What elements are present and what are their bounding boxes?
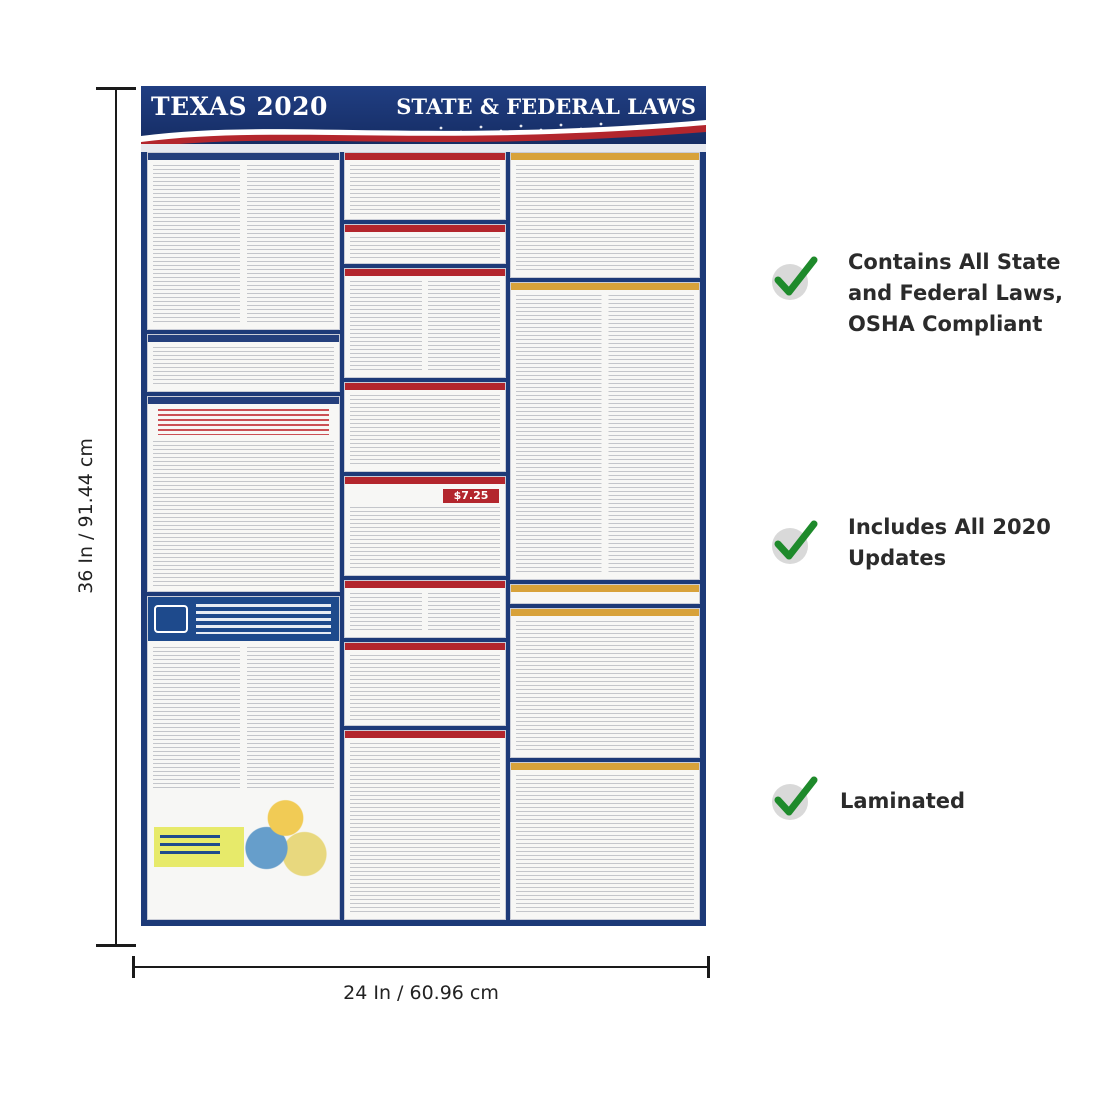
checkmark-icon: [768, 516, 820, 568]
notice-header-bar: [511, 763, 699, 770]
notice-header-bar: [148, 153, 339, 160]
notice-header-bar: [345, 383, 505, 390]
height-label: 36 In / 91.44 cm: [75, 438, 97, 594]
notice-workers-comp-6: [344, 730, 506, 920]
notice-text: [153, 165, 334, 325]
notice-text: [350, 655, 500, 721]
height-ruler-cap-bottom: [96, 944, 136, 947]
notice-header-bar: [345, 269, 505, 276]
notice-header-bar: [345, 731, 505, 738]
poster-column-1: [147, 152, 340, 920]
notice-text: [350, 237, 500, 259]
notice-polygraph: [147, 334, 340, 392]
notice-text: [350, 281, 500, 373]
checkmark-icon: [768, 772, 820, 824]
notice-header-bar: [345, 581, 505, 588]
notice-equal-employment: [147, 152, 340, 330]
notice-whistleblower: [344, 382, 506, 472]
notice-workers-comp-texas-es: [510, 762, 700, 920]
notice-text: [153, 441, 334, 587]
notice-text: [516, 165, 694, 273]
notice-red-heading: [158, 409, 329, 435]
feature-line: Laminated: [840, 789, 966, 813]
notice-text: [350, 507, 500, 571]
notice-userra: [344, 580, 506, 638]
poster-column-3: [510, 152, 700, 920]
poster-title-state: TEXAS 2020: [151, 92, 328, 121]
notice-fmla: [344, 268, 506, 378]
poster-header: [141, 86, 706, 146]
notice-header-bar: [345, 153, 505, 160]
notice-text: [350, 165, 500, 215]
notice-text: [516, 621, 694, 753]
labor-law-poster: [141, 86, 706, 926]
notice-header-bar: [345, 477, 505, 484]
workers-illustration: [238, 782, 333, 902]
feature-line: Updates: [848, 546, 947, 570]
osha-banner: [148, 597, 339, 641]
feature-line: Contains All State: [848, 250, 1061, 274]
poster-header-strip: [141, 144, 706, 152]
notice-header-bar: [148, 335, 339, 342]
height-ruler: [115, 88, 117, 946]
notice-employee-rights: [510, 584, 700, 604]
poster-column-2: [344, 152, 506, 920]
notice-header-bar: [511, 609, 699, 616]
feature-label: [848, 512, 1051, 574]
feature-label: [840, 786, 965, 817]
checkmark-icon: [768, 252, 820, 304]
notice-text: [153, 647, 334, 789]
osha-logo-icon: [154, 605, 188, 633]
contact-osha-box: [154, 827, 244, 867]
notice-header-bar: [511, 283, 699, 290]
feature-line: Includes All 2020: [848, 515, 1051, 539]
notice-irs: [344, 224, 506, 264]
osha-banner-text: [196, 604, 331, 634]
notice-unemployment: [344, 152, 506, 220]
notice-workers-comp: [147, 396, 340, 592]
notice-osha: [147, 596, 340, 920]
notice-header-bar: [511, 585, 699, 592]
notice-text: [350, 743, 500, 915]
notice-text: [516, 295, 694, 575]
feature-line: OSHA Compliant: [848, 312, 1043, 336]
notice-minimum-wage: [344, 476, 506, 576]
poster-title-laws: STATE & FEDERAL LAWS: [396, 94, 696, 119]
width-label: 24 In / 60.96 cm: [343, 982, 499, 1004]
minimum-wage-badge: $7.25: [443, 489, 499, 503]
notice-text: [153, 347, 334, 387]
notice-header-bar: [345, 225, 505, 232]
feature-line: and Federal Laws,: [848, 281, 1063, 305]
notice-header-bar: [345, 643, 505, 650]
notice-text: [350, 593, 500, 633]
notice-eeo: [510, 152, 700, 278]
feature-label: [848, 247, 1063, 340]
width-ruler: [134, 966, 709, 968]
width-ruler-cap-right: [707, 956, 710, 978]
notice-header-bar: [148, 397, 339, 404]
poster-body: [147, 152, 700, 920]
notice-workers-comp-2: [344, 642, 506, 726]
notice-text: [516, 775, 694, 915]
notice-workers-comp-texas: [510, 608, 700, 758]
notice-header-bar: [511, 153, 699, 160]
notice-text: [350, 395, 500, 467]
notice-payday-law: [510, 282, 700, 580]
